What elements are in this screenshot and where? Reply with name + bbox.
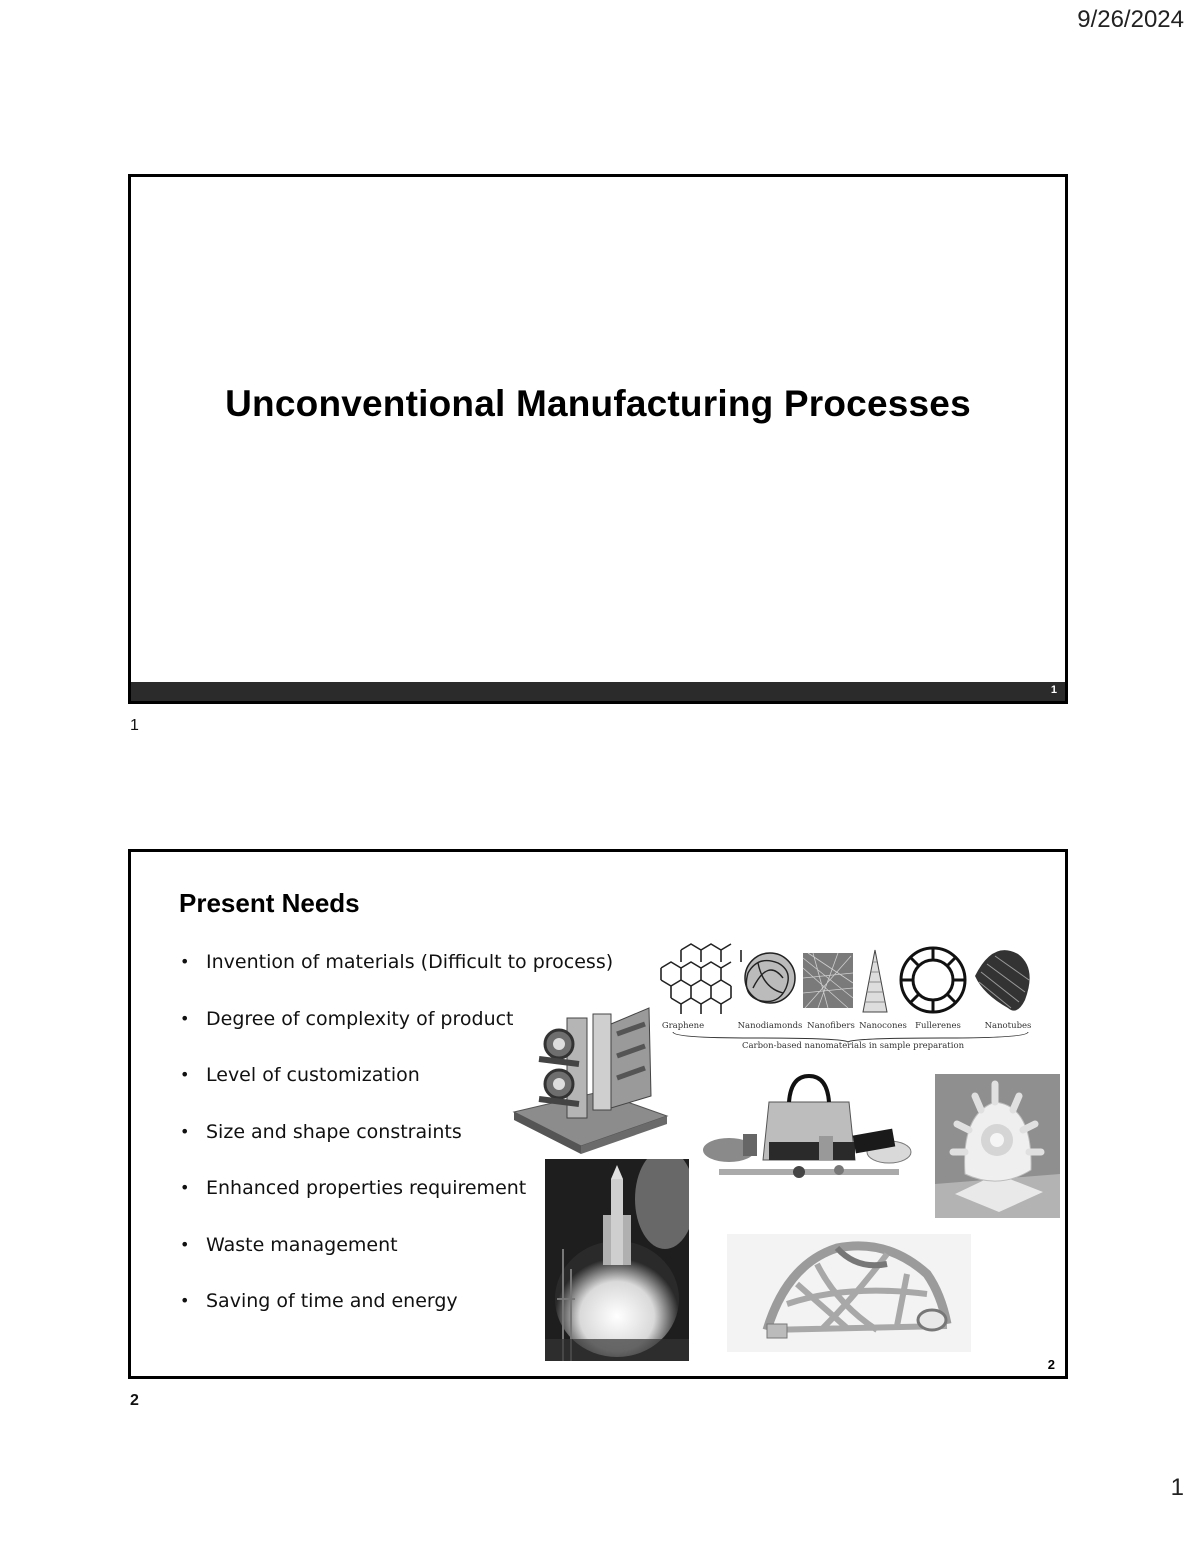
list-item: • Invention of materials (Difficult to process) [177, 949, 613, 1006]
nanocones-image [863, 950, 887, 1012]
slide-1-caption: 1 [130, 717, 139, 734]
nano-label: Nanofibers [807, 1021, 855, 1031]
slide-1-number: 1 [1050, 684, 1057, 696]
slide-1 [128, 174, 1068, 704]
slide-1-footer-bar [131, 682, 1065, 701]
nanomaterials-figure [653, 928, 1038, 1050]
nanodiamonds-image [745, 953, 795, 1003]
nano-label: Nanocones [859, 1021, 907, 1031]
list-item: • Saving of time and energy [177, 1288, 613, 1345]
lattice-structure-image [727, 1234, 971, 1352]
rocket-launch-image [545, 1159, 689, 1361]
nano-caption: Carbon-based nanomaterials in sample preparation [741, 1041, 965, 1050]
slide-2-number: 2 [1047, 1357, 1055, 1372]
slide-1-title: Unconventional Manufacturing Processes [225, 383, 971, 424]
slide-2-caption: 2 [130, 1392, 139, 1409]
nano-label: Nanodiamonds [737, 1021, 803, 1031]
list-item: • Size and shape constraints [177, 1119, 613, 1176]
graphene-image [661, 944, 741, 1014]
page-date: 9/26/2024 [1077, 6, 1184, 33]
slide-2 [128, 849, 1068, 1379]
page-number: 1 [1170, 1474, 1184, 1501]
printed-sculpture-image [935, 1074, 1060, 1218]
list-item: • Degree of complexity of product [177, 1006, 613, 1063]
nano-label: Fullerenes [915, 1021, 961, 1031]
merchandise-image [699, 1072, 917, 1192]
nano-label: Graphene [661, 1021, 705, 1031]
slide-2-title: Present Needs [179, 888, 360, 918]
nanotubes-image [975, 950, 1030, 1011]
list-item: • Enhanced properties requirement [177, 1175, 613, 1232]
fullerenes-image [901, 948, 965, 1012]
nanofibers-image [803, 953, 853, 1008]
list-item: • Level of customization [177, 1062, 613, 1119]
list-item: • Waste management [177, 1232, 613, 1289]
engine-part-image [509, 1004, 669, 1154]
nano-label: Nanotubes [984, 1021, 1032, 1031]
